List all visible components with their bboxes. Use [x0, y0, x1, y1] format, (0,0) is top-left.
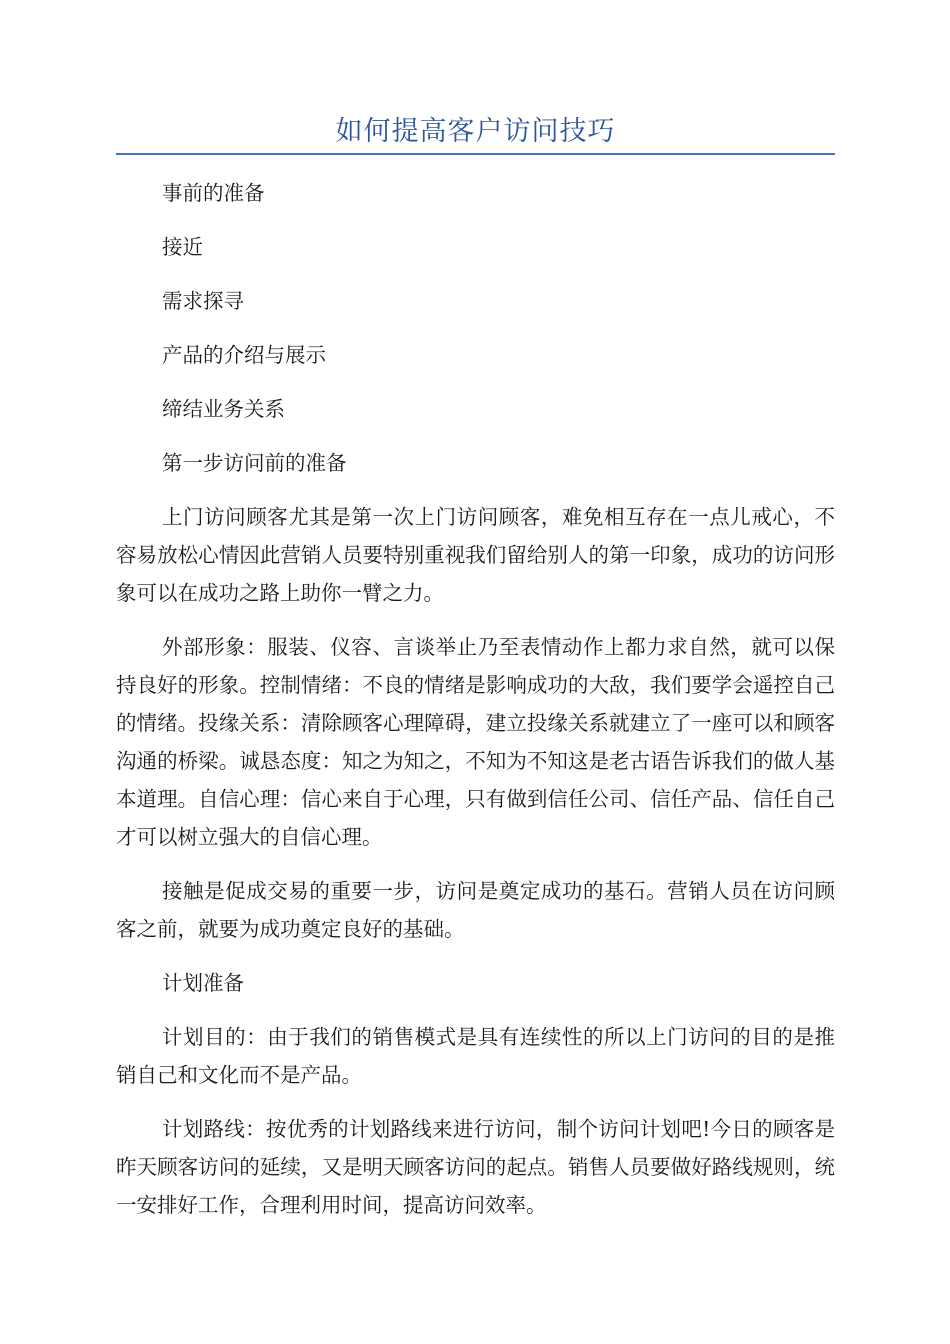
outline-item-preparation: 事前的准备 [162, 181, 265, 205]
section-heading-plan-preparation: 计划准备 [162, 971, 244, 995]
outline-item-approach: 接近 [162, 235, 203, 259]
document-title: 如何提高客户访问技巧 [335, 116, 616, 147]
outline-item-closing: 缔结业务关系 [162, 397, 285, 421]
outline-item-product-presentation: 产品的介绍与展示 [162, 343, 326, 367]
paragraph-plan-route: 计划路线：按优秀的计划路线来进行访问，制个访问计划吧!今日的顾客是昨天顾客访问的延续，又是明天顾客访问的起点。销售人员要做好路线规则，统一安排好工作，合理利用时间，提高访问效率。 [116, 1117, 835, 1217]
outline-item-needs-discovery: 需求探寻 [162, 289, 244, 313]
title-underline [116, 153, 835, 155]
section-heading-step-one: 第一步访问前的准备 [162, 451, 347, 475]
paragraph-contact: 接触是促成交易的重要一步，访问是奠定成功的基石。营销人员在访问顾客之前，就要为成功奠定良好的基础。 [116, 879, 835, 941]
paragraph-plan-purpose: 计划目的：由于我们的销售模式是具有连续性的所以上门访问的目的是推销自己和文化而不是产品。 [116, 1025, 835, 1087]
paragraph-external-image: 外部形象：服装、仪容、言谈举止乃至表情动作上都力求自然，就可以保持良好的形象。控制情绪：不良的情绪是影响成功的大敌，我们要学会遥控自己的情绪。投缘关系：清除顾客心理障碍，建立投缘关系就建立了一座可以和顾客沟通的桥梁。诚恳态度：知之为知之，不知为不知这是老古语告诉我们的做人基本道理。自信心理：信心来自于心理，只有做到信任公司、信任产品、信任自己才可以树立强大的自信心理。 [116, 635, 835, 849]
paragraph-first-impression: 上门访问顾客尤其是第一次上门访问顾客，难免相互存在一点儿戒心，不容易放松心情因此营销人员要特别重视我们留给别人的第一印象，成功的访问形象可以在成功之路上助你一臂之力。 [116, 505, 835, 605]
document-body [116, 174, 835, 1240]
